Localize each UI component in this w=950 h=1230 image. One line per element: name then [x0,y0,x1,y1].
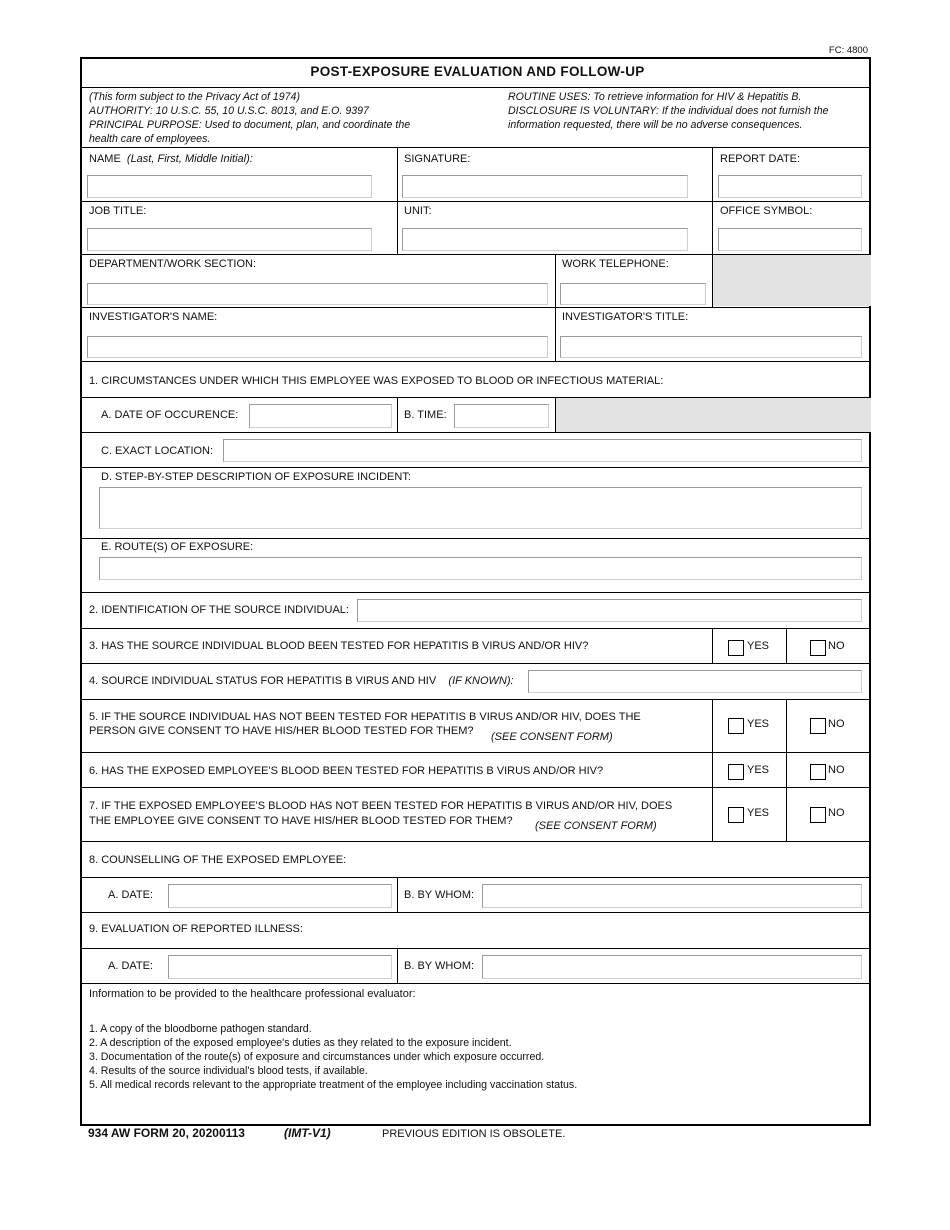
shaded-cell [712,254,871,306]
q7-yes-label: YES [747,807,770,819]
q3-label: 3. HAS THE SOURCE INDIVIDUAL BLOOD BEEN TESTED FOR HEPATITIS B VIRUS AND/OR HIV? [89,640,589,652]
post-exposure-form [80,57,871,1126]
evaluation-date-field[interactable] [168,955,392,979]
counselling-date-field[interactable] [168,884,392,908]
work-telephone-label: WORK TELEPHONE: [562,258,669,270]
shaded-cell [555,397,871,432]
q9-heading: 9. EVALUATION OF REPORTED ILLNESS: [89,923,303,935]
exact-location-field[interactable] [223,439,862,462]
q6-label: 6. HAS THE EXPOSED EMPLOYEE'S BLOOD BEEN TESTED FOR HEPATITIS B VIRUS AND/OR HIV? [89,765,604,777]
list-item: 1. A copy of the bloodborne pathogen standard. [89,1023,312,1035]
list-item: 3. Documentation of the route(s) of exposure and circumstances under which exposure occurred. [89,1051,545,1063]
investigator-name-label: INVESTIGATOR'S NAME: [89,311,218,323]
signature-field[interactable] [402,175,688,198]
q5-yes-label: YES [747,718,770,730]
edition-note: PREVIOUS EDITION IS OBSOLETE. [382,1128,566,1140]
q5-no-label: NO [828,718,845,730]
report-date-field[interactable] [718,175,862,198]
q8-by-label: B. BY WHOM: [404,889,475,901]
q2-label: 2. IDENTIFICATION OF THE SOURCE INDIVIDUAL: [89,604,349,616]
q6-no-checkbox[interactable] [810,764,826,780]
q3-no-label: NO [828,640,845,652]
privacy-statement-right: ROUTINE USES: To retrieve information for HIV & Hepatitis B. DISCLOSURE IS VOLUNTARY: If the individual does not furnish the information requested, there will be no adverse consequences. [508,91,829,131]
q7-line2: THE EMPLOYEE GIVE CONSENT TO HAVE HIS/HER BLOOD TESTED FOR THEM? [89,815,513,827]
office-symbol-label: OFFICE SYMBOL: [720,205,813,217]
work-telephone-field[interactable] [560,283,706,305]
q5-line1: 5. IF THE SOURCE INDIVIDUAL HAS NOT BEEN TESTED FOR HEPATITIS B VIRUS AND/OR HIV, DOES THE [89,711,641,723]
department-field[interactable] [87,283,548,305]
investigator-title-label: INVESTIGATOR'S TITLE: [562,311,689,323]
date-of-occurrence-label: A. DATE OF OCCURENCE: [101,409,239,421]
form-version: (IMT-V1) [284,1126,331,1140]
date-of-occurrence-field[interactable] [249,404,392,428]
form-code: FC: 4800 [828,45,868,56]
route-of-exposure-label: E. ROUTE(S) OF EXPOSURE: [101,541,254,553]
q3-no-checkbox[interactable] [810,640,826,656]
time-label: B. TIME: [404,409,447,421]
q5-hint: (SEE CONSENT FORM) [491,731,613,743]
route-of-exposure-field[interactable] [99,557,862,580]
report-date-label: REPORT DATE: [720,153,801,165]
q7-no-label: NO [828,807,845,819]
counselling-by-field[interactable] [482,884,862,908]
list-item: 5. All medical records relevant to the appropriate treatment of the employee including vaccination status. [89,1079,578,1091]
source-individual-field[interactable] [357,599,862,622]
q5-no-checkbox[interactable] [810,718,826,734]
source-status-field[interactable] [528,670,862,693]
section1-heading: 1. CIRCUMSTANCES UNDER WHICH THIS EMPLOYEE WAS EXPOSED TO BLOOD OR INFECTIOUS MATERIAL: [89,375,664,387]
q5-line2: PERSON GIVE CONSENT TO HAVE HIS/HER BLOOD TESTED FOR THEM? [89,725,474,737]
q8-date-label: A. DATE: [108,889,154,901]
signature-label: SIGNATURE: [404,153,471,165]
evaluation-by-field[interactable] [482,955,862,979]
time-field[interactable] [454,404,549,428]
form-title: POST-EXPOSURE EVALUATION AND FOLLOW-UP [310,64,645,79]
unit-field[interactable] [402,228,688,251]
form-id: 934 AW FORM 20, 20200113 [88,1126,245,1140]
privacy-statement-left: (This form subject to the Privacy Act of 1974) AUTHORITY: 10 U.S.C. 55, 10 U.S.C. 8013, and E.O. 9397 PRINCIPAL PURPOSE: Used to document, plan, and coordinate the health care of employees. [89,91,411,145]
q3-yes-checkbox[interactable] [728,640,744,656]
unit-label: UNIT: [404,205,432,217]
name-field[interactable] [87,175,372,198]
q8-heading: 8. COUNSELLING OF THE EXPOSED EMPLOYEE: [89,854,347,866]
info-list [89,1022,577,1092]
exact-location-label: C. EXACT LOCATION: [101,445,214,457]
q6-yes-label: YES [747,764,770,776]
q6-no-label: NO [828,764,845,776]
office-symbol-field[interactable] [718,228,862,251]
name-label: NAME (Last, First, Middle Initial): [89,153,253,165]
investigator-name-field[interactable] [87,336,548,358]
q7-yes-checkbox[interactable] [728,807,744,823]
list-item: 4. Results of the source individual's blood tests, if available. [89,1065,368,1077]
incident-description-field[interactable] [99,487,862,529]
job-title-field[interactable] [87,228,372,251]
list-item: 2. A description of the exposed employee's duties as they related to the exposure incident. [89,1037,512,1049]
q9-date-label: A. DATE: [108,960,154,972]
q6-yes-checkbox[interactable] [728,764,744,780]
job-title-label: JOB TITLE: [89,205,147,217]
q7-hint: (SEE CONSENT FORM) [535,820,657,832]
q7-line1: 7. IF THE EXPOSED EMPLOYEE'S BLOOD HAS NOT BEEN TESTED FOR HEPATITIS B VIRUS AND/OR HIV, DOES [89,800,673,812]
q5-yes-checkbox[interactable] [728,718,744,734]
q4-label: 4. SOURCE INDIVIDUAL STATUS FOR HEPATITIS B VIRUS AND HIV (IF KNOWN): [89,675,514,687]
department-label: DEPARTMENT/WORK SECTION: [89,258,257,270]
investigator-title-field[interactable] [560,336,862,358]
incident-description-label: D. STEP-BY-STEP DESCRIPTION OF EXPOSURE INCIDENT: [101,471,411,483]
q9-by-label: B. BY WHOM: [404,960,475,972]
info-heading: Information to be provided to the healthcare professional evaluator: [89,988,416,1000]
q7-no-checkbox[interactable] [810,807,826,823]
q3-yes-label: YES [747,640,770,652]
